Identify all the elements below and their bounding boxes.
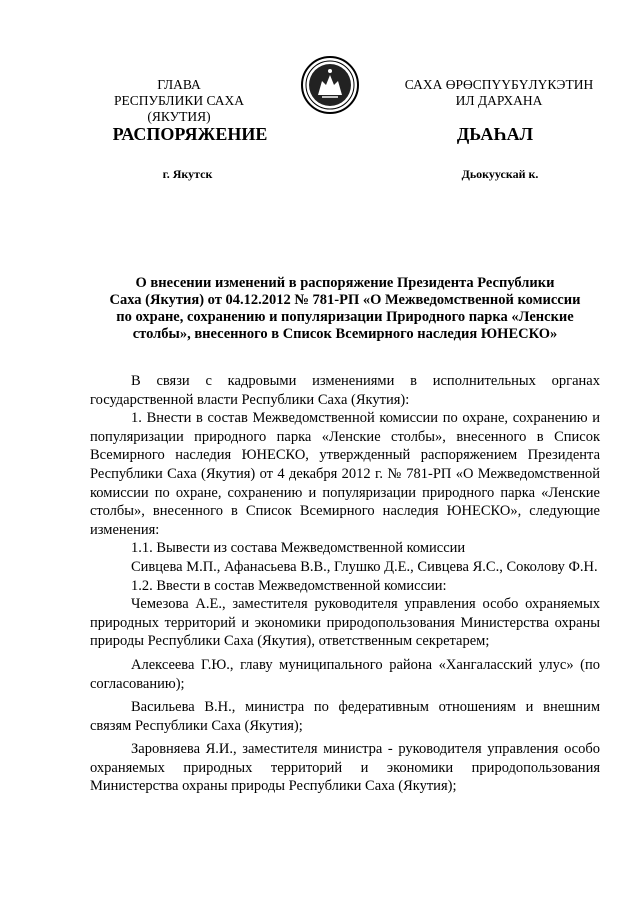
member-chemezov: Чемезова А.Е., заместителя руководителя управления особо охраняемых природных территорий и экономики природопользования Министерства охраны природы Республики Саха (Якутия), ответственным секретарем; bbox=[90, 596, 600, 650]
header-right-line1: САХА ӨРӨСПҮҮБҮЛҮКЭТИН bbox=[404, 77, 594, 92]
document-subject bbox=[90, 275, 600, 343]
member-vasiliev: Васильева В.Н., министра по федеративным отношениям и внешним связям Республики Саха (Якутия); bbox=[90, 699, 600, 734]
header-left-line2: РЕСПУБЛИКИ САХА (ЯКУТИЯ) bbox=[113, 93, 245, 124]
member-zarovnyaev: Заровняева Я.И., заместителя министра - руководителя управления особо охраняемых природных территорий и экономики природопользования Министерства охраны природы Республики Саха (Якутия); bbox=[90, 741, 600, 795]
subject-line: Саха (Якутия) от 04.12.2012 № 781-РП «О Межведомственной комиссии bbox=[109, 292, 581, 308]
city-ru: г. Якутск bbox=[162, 167, 213, 181]
item-1-2: 1.2. Ввести в состав Межведомственной комиссии: bbox=[131, 577, 447, 594]
document-body bbox=[90, 372, 600, 796]
subject-line: столбы», внесенного в Список Всемирного наследия ЮНЕСКО» bbox=[132, 326, 558, 342]
doc-type-ru: РАСПОРЯЖЕНИЕ bbox=[112, 124, 268, 144]
doc-type-sah: ДЬАҺАЛ bbox=[456, 124, 534, 144]
member-alekseev: Алексеева Г.Ю., главу муниципального района «Хангаласский улус» (по согласованию); bbox=[90, 656, 600, 692]
item-1: 1. Внести в состав Межведомственной комиссии по охране, сохранению и популяризации природного парка «Ленские столбы», внесенного в Список Всемирного наследия ЮНЕСКО, утвержденный распоряжением Президента Республики Саха (Якутия) от 4 декабря 2012 г. № 781-РП «О Межведомственной комиссии по охране, сохранению и популяризации природного парка «Ленские столбы», внесенного в Список Всемирного наследия ЮНЕСКО», следующие изменения: bbox=[90, 410, 600, 538]
subject-line: О внесении изменений в распоряжение Президента Республики bbox=[135, 275, 555, 291]
city-sah: Дьокуускай к. bbox=[461, 167, 539, 181]
header-left-line1: ГЛАВА bbox=[157, 77, 201, 92]
intro-paragraph: В связи с кадровыми изменениями в исполнительных органах государственной власти Республики Саха (Якутия): bbox=[90, 373, 600, 408]
subject-line: по охране, сохранению и популяризации Природного парка «Ленские bbox=[116, 309, 574, 325]
removed-members: Сивцева М.П., Афанасьева В.В., Глушко Д.Е., Сивцева Я.С., Соколову Ф.Н. bbox=[131, 558, 598, 575]
header-right bbox=[393, 77, 605, 109]
item-1-1: 1.1. Вывести из состава Межведомственной комиссии bbox=[131, 540, 466, 557]
coat-of-arms-emblem bbox=[300, 55, 360, 115]
header-right-line2: ИЛ ДАРХАНА bbox=[455, 93, 543, 108]
header-left bbox=[84, 77, 274, 125]
